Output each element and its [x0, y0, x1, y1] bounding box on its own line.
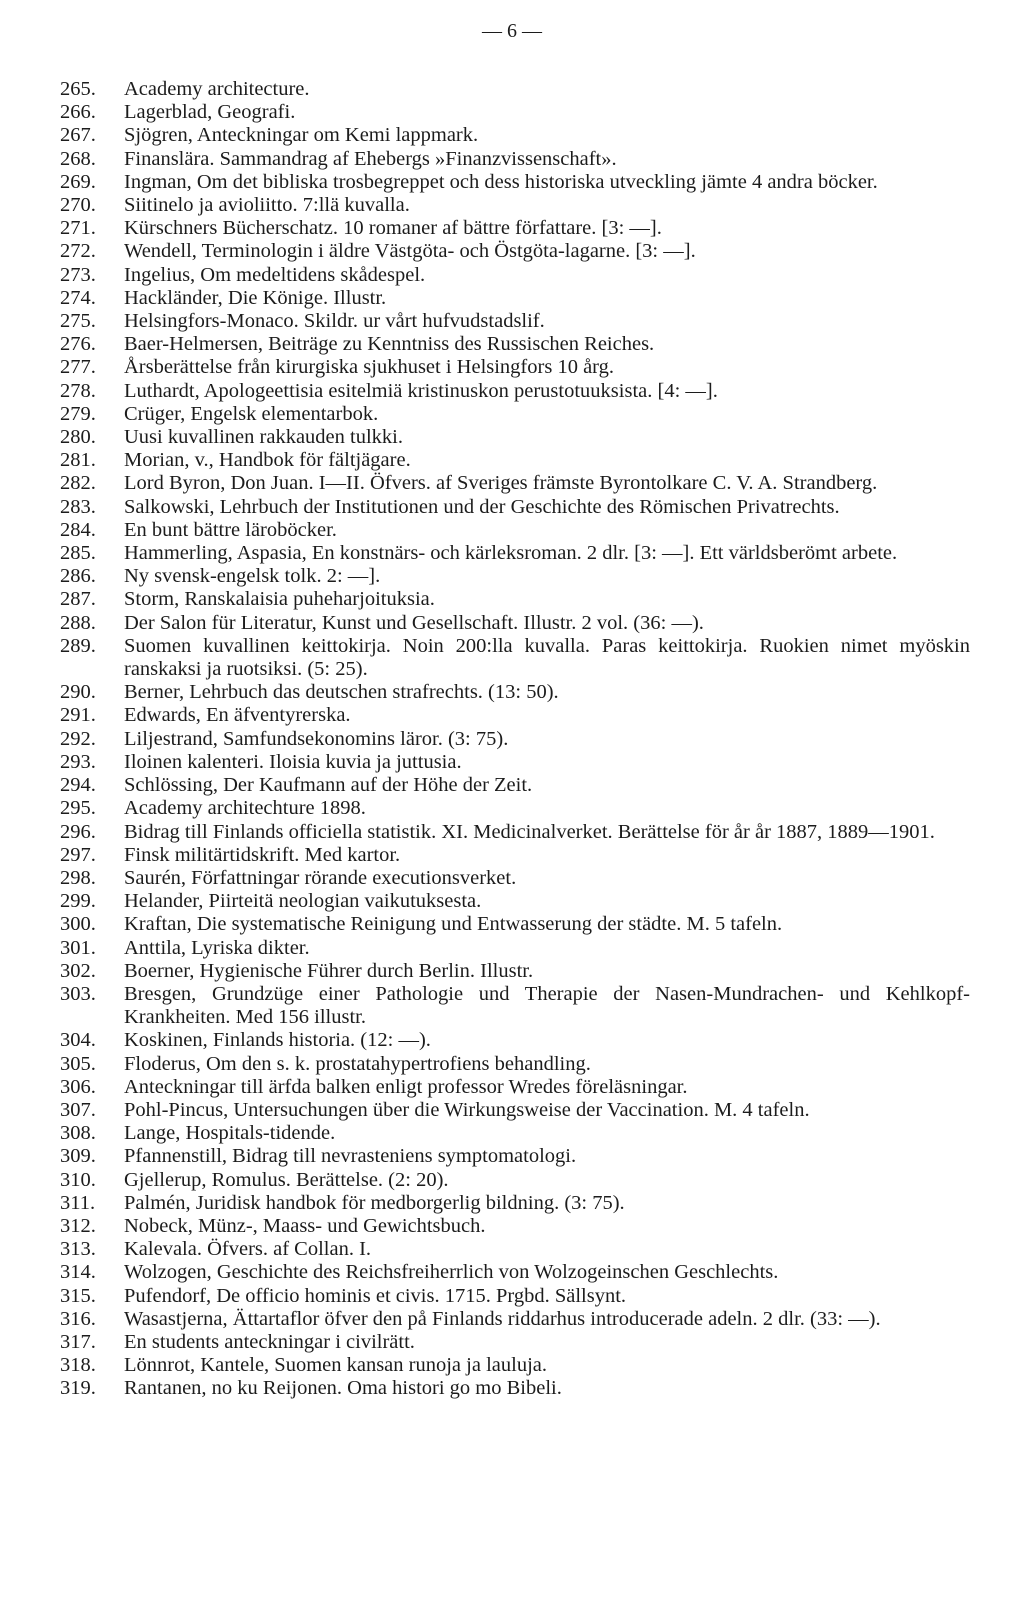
catalog-entry — [60, 217, 970, 240]
catalog-entry — [60, 78, 970, 101]
catalog-entry — [60, 1238, 970, 1261]
entry-number: 310. — [60, 1168, 96, 1191]
catalog-entry — [60, 983, 970, 1029]
entry-text: Suomen kuvallinen keittokirja. Noin 200:lla kuvalla. Paras keittokirja. Ruokien nimet myöskin ranskaksi ja ruotsiksi. (5: 25). — [124, 634, 970, 681]
entry-text: Bresgen, Grundzüge einer Pathologie und Therapie der Nasen-Mundrachen- und Kehlkopf-Krankheiten. Med 156 illustr. — [124, 982, 970, 1029]
entry-number: 289. — [60, 634, 96, 657]
entry-text: Luthardt, Apologeettisia esitelmiä kristinuskon perustotuuksista. [4: —]. — [124, 379, 718, 402]
entry-text: Crüger, Engelsk elementarbok. — [124, 402, 379, 425]
catalog-entry — [60, 1076, 970, 1099]
entry-number: 266. — [60, 101, 96, 124]
entry-text: Boerner, Hygienische Führer durch Berlin. Illustr. — [124, 959, 534, 982]
entry-text: Lagerblad, Geografi. — [124, 101, 296, 124]
entry-number: 275. — [60, 310, 96, 333]
entry-number: 301. — [60, 936, 96, 959]
entry-number: 317. — [60, 1330, 96, 1353]
catalog-entry — [60, 913, 970, 936]
entry-number: 318. — [60, 1354, 96, 1377]
entry-number: 265. — [60, 78, 96, 100]
entry-number: 270. — [60, 194, 96, 217]
entry-number: 281. — [60, 449, 96, 472]
catalog-entry — [60, 1215, 970, 1238]
catalog-entry — [60, 101, 970, 124]
entry-text: Helander, Piirteitä neologian vaikutuksesta. — [124, 890, 482, 913]
entry-number: 269. — [60, 170, 96, 193]
entry-number: 285. — [60, 542, 96, 565]
entry-number: 307. — [60, 1098, 96, 1121]
entry-text: Nobeck, Münz-, Maass- und Gewichtsbuch. — [124, 1214, 486, 1237]
entry-text: Lord Byron, Don Juan. I—II. Öfvers. af Sveriges främste Byrontolkare C. V. A. Strandberg. — [124, 472, 878, 495]
catalog-entry — [60, 287, 970, 310]
entry-text: Kürschners Bücherschatz. 10 romaner af bättre författare. [3: —]. — [124, 217, 662, 240]
catalog-entry — [60, 449, 970, 472]
entry-text: Hammerling, Aspasia, En konstnärs- och kärleksroman. 2 dlr. [3: —]. Ett världsberömt arbete. — [124, 542, 898, 565]
catalog-entry — [60, 264, 970, 287]
catalog-entry — [60, 751, 970, 774]
catalog-entry — [60, 380, 970, 403]
entry-text: Uusi kuvallinen rakkauden tulkki. — [124, 426, 403, 449]
catalog-entry — [60, 867, 970, 890]
entry-text: Ingelius, Om medeltidens skådespel. — [124, 263, 426, 286]
entry-number: 278. — [60, 379, 96, 402]
catalog-entry — [60, 310, 970, 333]
entry-text: Wendell, Terminologin i äldre Västgöta- och Östgöta-lagarne. [3: —]. — [124, 240, 696, 263]
entry-number: 311. — [60, 1191, 96, 1214]
catalog-entry — [60, 890, 970, 913]
catalog-entry — [60, 1192, 970, 1215]
catalog-entry — [60, 240, 970, 263]
entry-text: Morian, v., Handbok för fältjägare. — [124, 449, 411, 472]
entry-number: 288. — [60, 611, 96, 634]
catalog-list — [60, 78, 970, 1401]
catalog-entry — [60, 1169, 970, 1192]
entry-text: Wasastjerna, Ättartaflor öfver den på Finlands riddarhus introducerade adeln. 2 dlr. (33: —). — [124, 1307, 881, 1330]
catalog-entry — [60, 1354, 970, 1377]
catalog-entry — [60, 333, 970, 356]
entry-number: 292. — [60, 727, 96, 750]
catalog-entry — [60, 1099, 970, 1122]
catalog-entry — [60, 148, 970, 171]
entry-text: Kraftan, Die systematische Reinigung und Entwasserung der städte. M. 5 tafeln. — [124, 913, 783, 936]
entry-text: Salkowski, Lehrbuch der Institutionen und der Geschichte des Römischen Privatrechts. — [124, 495, 840, 518]
catalog-entry — [60, 426, 970, 449]
entry-text: Baer-Helmersen, Beiträge zu Kenntniss des Russischen Reiches. — [124, 333, 655, 356]
entry-text: Palmén, Juridisk handbok för medborgerlig bildning. (3: 75). — [124, 1191, 625, 1214]
catalog-entry — [60, 1053, 970, 1076]
catalog-entry — [60, 1377, 970, 1400]
entry-number: 309. — [60, 1145, 96, 1168]
entry-text: Sjögren, Anteckningar om Kemi lappmark. — [124, 124, 479, 147]
entry-number: 271. — [60, 217, 96, 240]
entry-number: 300. — [60, 913, 96, 936]
entry-text: Floderus, Om den s. k. prostatahypertrofiens behandling. — [124, 1052, 591, 1075]
catalog-entry — [60, 797, 970, 820]
entry-text: Rantanen, no ku Reijonen. Oma histori go mo Bibeli. — [124, 1377, 562, 1400]
entry-number: 279. — [60, 402, 96, 425]
entry-text: Berner, Lehrbuch das deutschen strafrechts. (13: 50). — [124, 681, 559, 704]
entry-number: 315. — [60, 1284, 96, 1307]
entry-text: Hackländer, Die Könige. Illustr. — [124, 286, 387, 309]
catalog-entry — [60, 496, 970, 519]
entry-text: Gjellerup, Romulus. Berättelse. (2: 20). — [124, 1168, 449, 1191]
catalog-entry — [60, 937, 970, 960]
catalog-entry — [60, 704, 970, 727]
entry-text: Lönnrot, Kantele, Suomen kansan runoja ja lauluja. — [124, 1354, 547, 1377]
catalog-entry — [60, 519, 970, 542]
catalog-entry — [60, 1145, 970, 1168]
catalog-entry — [60, 1285, 970, 1308]
entry-text: Pufendorf, De officio hominis et civis. 1715. Prgbd. Sällsynt. — [124, 1284, 627, 1307]
catalog-entry — [60, 1029, 970, 1052]
entry-number: 316. — [60, 1307, 96, 1330]
entry-number: 308. — [60, 1122, 96, 1145]
entry-number: 314. — [60, 1261, 96, 1284]
catalog-entry — [60, 1331, 970, 1354]
entry-number: 276. — [60, 333, 96, 356]
catalog-entry — [60, 1261, 970, 1284]
entry-number: 268. — [60, 147, 96, 170]
entry-text: Pfannenstill, Bidrag till nevrasteniens symptomatologi. — [124, 1145, 577, 1168]
catalog-entry — [60, 612, 970, 635]
entry-text: Siitinelo ja avioliitto. 7:llä kuvalla. — [124, 194, 410, 217]
catalog-entry — [60, 171, 970, 194]
entry-number: 277. — [60, 356, 96, 379]
entry-text: Finsk militärtidskrift. Med kartor. — [124, 843, 401, 866]
catalog-entry — [60, 821, 970, 844]
entry-number: 298. — [60, 866, 96, 889]
catalog-entry — [60, 472, 970, 495]
catalog-entry — [60, 124, 970, 147]
entry-number: 286. — [60, 565, 96, 588]
entry-number: 319. — [60, 1377, 96, 1400]
catalog-entry — [60, 542, 970, 565]
catalog-entry — [60, 681, 970, 704]
entry-text: Der Salon für Literatur, Kunst und Gesellschaft. Illustr. 2 vol. (36: —). — [124, 611, 704, 634]
entry-number: 295. — [60, 797, 96, 820]
entry-number: 274. — [60, 286, 96, 309]
entry-number: 287. — [60, 588, 96, 611]
entry-number: 306. — [60, 1075, 96, 1098]
entry-text: Anttila, Lyriska dikter. — [124, 936, 310, 959]
catalog-entry — [60, 403, 970, 426]
catalog-entry — [60, 194, 970, 217]
entry-text: Ingman, Om det bibliska trosbegreppet och dess historiska utveckling jämte 4 andra böcker. — [124, 170, 878, 193]
catalog-entry — [60, 565, 970, 588]
entry-text: Årsberättelse från kirurgiska sjukhuset i Helsingfors 10 årg. — [124, 356, 614, 379]
entry-number: 290. — [60, 681, 96, 704]
entry-text: Bidrag till Finlands officiella statistik. XI. Medicinalverket. Berättelse för år år 1887, 1889—1901. — [124, 820, 935, 843]
entry-text: Finanslära. Sammandrag af Ehebergs »Finanzvissenschaft». — [124, 147, 617, 170]
entry-text: Academy architechture 1898. — [124, 797, 366, 820]
entry-number: 305. — [60, 1052, 96, 1075]
catalog-entry — [60, 728, 970, 751]
entry-text: Iloinen kalenteri. Iloisia kuvia ja juttusia. — [124, 750, 462, 773]
catalog-entry — [60, 588, 970, 611]
entry-number: 302. — [60, 959, 96, 982]
entry-text: Koskinen, Finlands historia. (12: —). — [124, 1029, 431, 1052]
entry-text: En bunt bättre läroböcker. — [124, 518, 337, 541]
entry-number: 283. — [60, 495, 96, 518]
entry-text: Anteckningar till ärfda balken enligt professor Wredes föreläsningar. — [124, 1075, 688, 1098]
entry-text: Edwards, En äfventyrerska. — [124, 704, 351, 727]
entry-text: Liljestrand, Samfundsekonomins läror. (3: 75). — [124, 727, 509, 750]
entry-number: 291. — [60, 704, 96, 727]
entry-number: 312. — [60, 1214, 96, 1237]
entry-text: Lange, Hospitals-tidende. — [124, 1122, 336, 1145]
entry-number: 293. — [60, 750, 96, 773]
catalog-entry — [60, 356, 970, 379]
entry-number: 304. — [60, 1029, 96, 1052]
entry-number: 297. — [60, 843, 96, 866]
entry-number: 273. — [60, 263, 96, 286]
page-number: — 6 — — [482, 20, 542, 42]
catalog-entry — [60, 635, 970, 681]
catalog-entry — [60, 844, 970, 867]
entry-number: 282. — [60, 472, 96, 495]
entry-number: 272. — [60, 240, 96, 263]
entry-number: 294. — [60, 774, 96, 797]
entry-text: Schlössing, Der Kaufmann auf der Höhe der Zeit. — [124, 774, 533, 797]
entry-text: Kalevala. Öfvers. af Collan. I. — [124, 1238, 372, 1261]
entry-text: Saurén, Författningar rörande executionsverket. — [124, 866, 517, 889]
entry-text: En students anteckningar i civilrätt. — [124, 1330, 415, 1353]
catalog-entry — [60, 774, 970, 797]
entry-number: 313. — [60, 1238, 96, 1261]
entry-number: 267. — [60, 124, 96, 147]
entry-text: Helsingfors-Monaco. Skildr. ur vårt hufvudstadslif. — [124, 310, 545, 333]
catalog-entry — [60, 1122, 970, 1145]
catalog-entry — [60, 960, 970, 983]
entry-text: Wolzogen, Geschichte des Reichsfreiherrlich von Wolzogeinschen Geschlechts. — [124, 1261, 779, 1284]
entry-text: Ny svensk-engelsk tolk. 2: —]. — [124, 565, 381, 588]
entry-text: Academy architecture. — [124, 78, 310, 100]
entry-text: Pohl-Pincus, Untersuchungen über die Wirkungsweise der Vaccination. M. 4 tafeln. — [124, 1098, 810, 1121]
entry-number: 284. — [60, 518, 96, 541]
entry-number: 296. — [60, 820, 96, 843]
entry-number: 303. — [60, 982, 96, 1005]
catalog-entry — [60, 1308, 970, 1331]
entry-number: 299. — [60, 890, 96, 913]
entry-text: Storm, Ranskalaisia puheharjoituksia. — [124, 588, 435, 611]
entry-number: 280. — [60, 426, 96, 449]
